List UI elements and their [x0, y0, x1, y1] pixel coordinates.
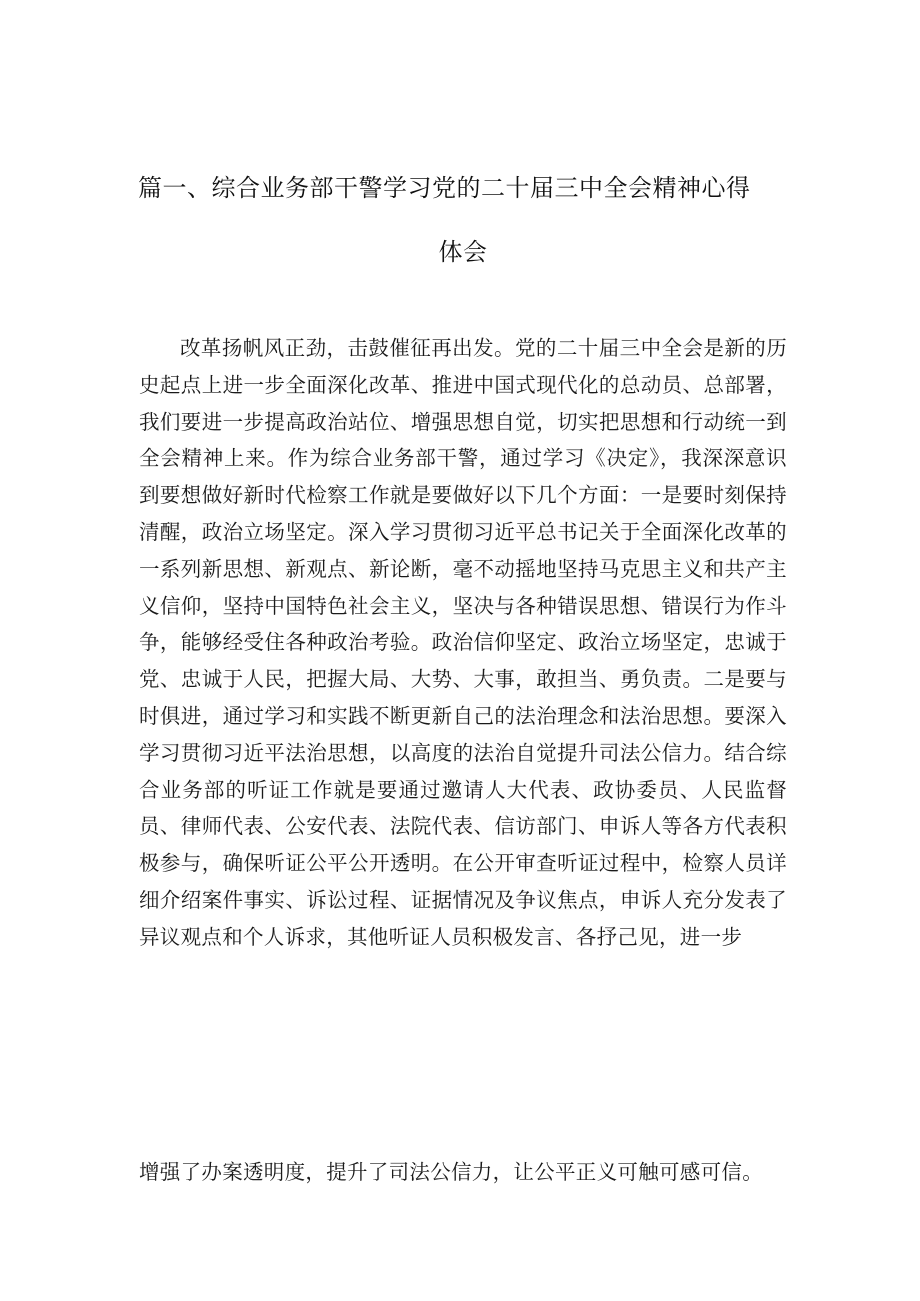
document-title-line-1: 篇一、综合业务部干警学习党的二十届三中全会精神心得 — [138, 174, 751, 202]
document-title-line-2: 体会 — [438, 238, 488, 266]
body-paragraph-2: 增强了办案透明度，提升了司法公信力，让公平正义可触可感可信。 — [139, 1160, 763, 1184]
body-paragraph-1: 改革扬帆风正劲，击鼓催征再出发。党的二十届三中全会是新的历史起点上进一步全面深化改革、推进中国式现代化的总动员、总部署，我们要进一步提高政治站位、增强思想自觉，切实把思想和行动统一到全会精神上来。作为综合业务部干警，通过学习《决定》，我深深意识到要想做好新时代检察工作就是要做好以下几个方面：一是要时刻保持清醒，政治立场坚定。深入学习贯彻习近平总书记关于全面深化改革的一系列新思想、新观点、新论断，毫不动摇地坚持马克思主义和共产主义信仰，坚持中国特色社会主义，坚决与各种错误思想、错误行为作斗争，能够经受住各种政治考验。政治信仰坚定、政治立场坚定，忠诚于党、忠诚于人民，把握大局、大势、大事，敢担当、勇负责。二是要与时俱进，通过学习和实践不断更新自己的法治理念和法治思想。要深入学习贯彻习近平法治思想，以高度的法治自觉提升司法公信力。结合综合业务部的听证工作就是要通过邀请人大代表、政协委员、人民监督员、律师代表、公安代表、法院代表、信访部门、申诉人等各方代表积极参与，确保听证公平公开透明。在公开审查听证过程中，检察人员详细介绍案件事实、诉讼过程、证据情况及争议焦点，申诉人充分发表了异议观点和个人诉求，其他听证人员积极发言、各抒己见，进一步 — [139, 336, 787, 949]
